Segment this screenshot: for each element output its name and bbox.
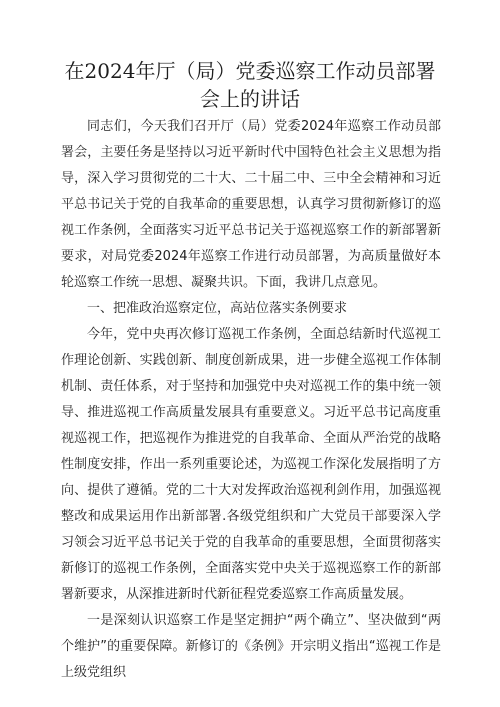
document-title: 在2024年厅（局）党委巡察工作动员部署 会上的讲话 xyxy=(64,59,436,111)
body-paragraph-2: 今年，党中央再次修订巡视工作条例，全面总结新时代巡视工作理论创新、实践创新、制度创新成果，进一步健全巡视工作体制机制、责任体系，对于坚持和加强党中央对巡视工作的集中统一领导、推进巡视工作高质量发展具有重要意义。习近平总书记高度重视巡视工作，把巡视作为推进党的自我革命、全面从严治党的战略性制度安排，作出一系列重要论述，为巡视工作深化发展指明了方向、提供了遵循。党的二十大对发挥政治巡视利剑作用，加强巡视整改和成果运用作出新部署.各级党组织和广大党员干部要深入学习领会习近平总书记关于党的自我革命的重要思想，全面贯彻落实新修订的巡视工作条例，全面落实党中央关于巡视巡察工作的新部署新要求，从深推进新时代新征程党委巡察工作高质量发展。 xyxy=(61,327,441,602)
section-heading-1: 一、把准政治巡察定位，高站位落实条例要求 xyxy=(87,301,348,316)
document-body xyxy=(61,114,441,686)
body-paragraph-3: 一是深刻认识巡察工作是坚定拥护“两个确立”、坚决做到“两个维护”的重要保障。新修订的《条例》开宗明义指出“巡视工作是上级党组织 xyxy=(61,613,441,680)
opening-paragraph: 同志们，今天我们召开厅（局）党委2024年巡察工作动员部署会，主要任务是坚持以习近平新时代中国特色社会主义思想为指导，深入学习贯彻党的二十大、二十届二中、三中全会精神和习近平总书记关于党的自我革命的重要思想，认真学习贯彻新修订的巡视工作条例，全面落实习近平总书记关于巡视巡察工作的新部署新要求，对局党委2024年巡察工作进行动员部署，为高质量做好本轮巡察工作统一思想、凝聚共识。下面，我讲几点意见。 xyxy=(61,119,441,290)
